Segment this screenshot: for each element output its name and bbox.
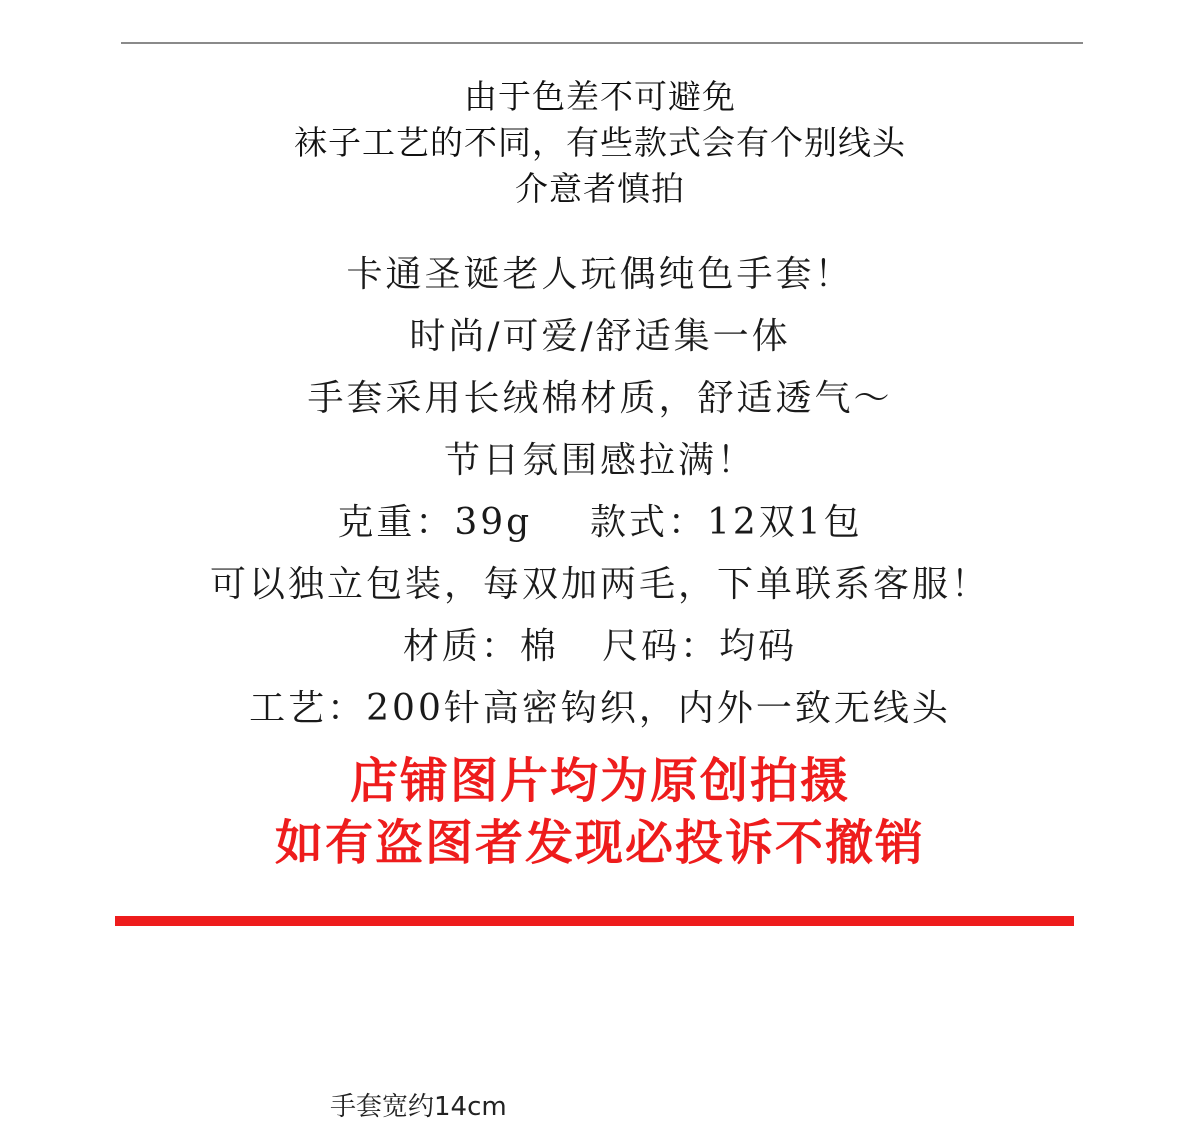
color-difference-notice [0, 74, 1200, 212]
description-line: 节日氛围感拉满！ [443, 440, 756, 481]
description-line: 工艺：200针高密钩织，内外一致无线头 [249, 688, 951, 729]
warning-line: 店铺图片均为原创拍摄 [349, 753, 850, 809]
description-line: 手套采用长绒棉材质，舒适透气～ [307, 378, 893, 419]
product-description [0, 244, 1200, 740]
description-line: 材质：棉 尺码：均码 [402, 626, 798, 667]
top-divider [121, 42, 1083, 44]
notice-line: 由于色差不可避免 [464, 77, 736, 116]
red-divider [115, 916, 1074, 926]
warning-line: 如有盗图者发现必投诉不撤销 [274, 815, 925, 871]
description-line: 时尚/可爱/舒适集一体 [409, 316, 791, 357]
description-line: 卡通圣诞老人玩偶纯色手套！ [346, 254, 854, 295]
notice-line: 介意者慎拍 [515, 169, 685, 208]
description-line: 克重：39g 款式：12双1包 [337, 502, 863, 543]
copyright-warning [0, 750, 1200, 874]
glove-width-caption: 手套宽约14cm [330, 1092, 507, 1122]
description-line: 可以独立包装，每双加两毛，下单联系客服！ [209, 564, 990, 605]
notice-line: 袜子工艺的不同，有些款式会有个别线头 [294, 123, 906, 162]
